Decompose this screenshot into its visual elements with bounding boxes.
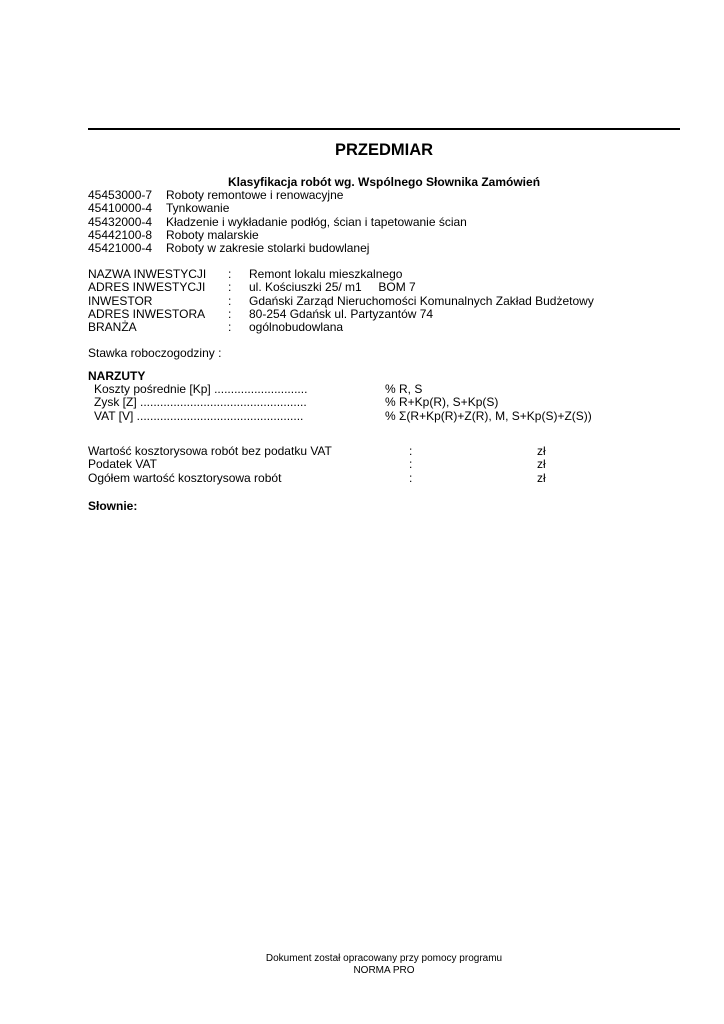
info-row-investment-name [88, 268, 594, 281]
cpv-description: Kładzenie i wykładanie podłóg, ścian i tapetowanie ścian [166, 214, 467, 229]
summary-row-total [88, 472, 546, 485]
info-row-investor [88, 295, 594, 308]
cpv-code: 45410000-4 [88, 201, 153, 216]
summary-label: Wartość kosztorysowa robót bez podatku VAT [88, 444, 332, 458]
page-title: PRZEDMIAR [334, 141, 434, 159]
footer-program-name: NORMA PRO [353, 965, 415, 976]
surcharges-list [94, 383, 592, 423]
cpv-code: 45453000-7 [88, 188, 153, 202]
summary-unit: zł [537, 470, 546, 485]
info-label: NAZWA INWESTYCJI [88, 267, 207, 281]
classification-row [88, 242, 467, 255]
page-footer [0, 953, 724, 977]
summary-label: Ogółem wartość kosztorysowa robót [88, 470, 282, 485]
classification-row [88, 202, 467, 215]
footer-line: Dokument został opracowany przy pomocy programu [265, 953, 503, 964]
cpv-description: Roboty w zakresie stolarki budowlanej [166, 241, 370, 256]
info-row-investor-address [88, 308, 594, 321]
summary-separator: : [409, 457, 413, 472]
info-label: BRANŻA [88, 320, 137, 335]
surcharge-row-vat [94, 410, 592, 423]
info-separator: : [228, 280, 232, 295]
surcharge-percent: % [385, 395, 396, 410]
info-value: ul. Kościuszki 25/ m1 BOM 7 [249, 280, 416, 295]
surcharge-label: VAT [V] .................................................. [94, 408, 304, 423]
cpv-description: Roboty remontowe i renowacyjne [166, 188, 344, 202]
summary-row-net-value [88, 445, 546, 458]
info-separator: : [228, 267, 232, 281]
surcharge-percent: % [385, 382, 396, 396]
summary-unit: zł [537, 457, 546, 472]
summary-separator: : [409, 470, 413, 485]
cpv-description: Roboty malarskie [166, 227, 259, 242]
surcharge-formula: R+Kp(R), S+Kp(S) [399, 395, 499, 410]
cpv-code: 45421000-4 [88, 241, 153, 256]
classification-row [88, 229, 467, 242]
info-value: ogólnobudowlana [249, 320, 344, 335]
classification-row [88, 216, 467, 229]
info-row-investment-address [88, 281, 594, 294]
classification-list [88, 189, 467, 255]
info-label: ADRES INWESTYCJI [88, 280, 206, 295]
info-label: ADRES INWESTORA [88, 306, 206, 321]
surcharge-row-indirect-costs [94, 383, 592, 396]
summary-row-vat [88, 458, 546, 471]
info-separator: : [228, 293, 232, 308]
cpv-description: Tynkowanie [166, 201, 230, 216]
investment-info [88, 268, 594, 334]
info-value: Remont lokalu mieszkalnego [249, 267, 403, 281]
classification-row [88, 189, 467, 202]
labour-rate-label: Stawka roboczogodziny : [88, 346, 222, 360]
info-row-branch [88, 321, 594, 334]
classification-title: Klasyfikacja robót wg. Wspólnego Słownika Zamówień [227, 175, 541, 189]
info-value: Gdański Zarząd Nieruchomości Komunalnych Zakład Budżetowy [249, 293, 594, 308]
header-rule [88, 128, 680, 130]
amount-in-words-label: Słownie: [88, 499, 138, 513]
info-value: 80-254 Gdańsk ul. Partyzantów 74 [249, 306, 434, 321]
cpv-code: 45442100-8 [88, 227, 153, 242]
surcharge-row-profit [94, 396, 592, 409]
surcharge-formula: Σ(R+Kp(R)+Z(R), M, S+Kp(S)+Z(S)) [399, 408, 592, 423]
summary-unit: zł [537, 444, 546, 458]
cpv-code: 45432000-4 [88, 214, 153, 229]
surcharges-title: NARZUTY [88, 369, 146, 383]
summary-separator: : [409, 444, 413, 458]
summary-label: Podatek VAT [88, 457, 157, 472]
surcharge-formula: R, S [399, 382, 423, 396]
info-separator: : [228, 320, 232, 335]
surcharge-label: Koszty pośrednie [Kp] ............................ [94, 382, 308, 396]
surcharge-percent: % [385, 408, 396, 423]
surcharge-label: Zysk [Z] .................................................. [94, 395, 307, 410]
cost-summary [88, 445, 546, 485]
info-label: INWESTOR [88, 293, 153, 308]
info-separator: : [228, 306, 232, 321]
